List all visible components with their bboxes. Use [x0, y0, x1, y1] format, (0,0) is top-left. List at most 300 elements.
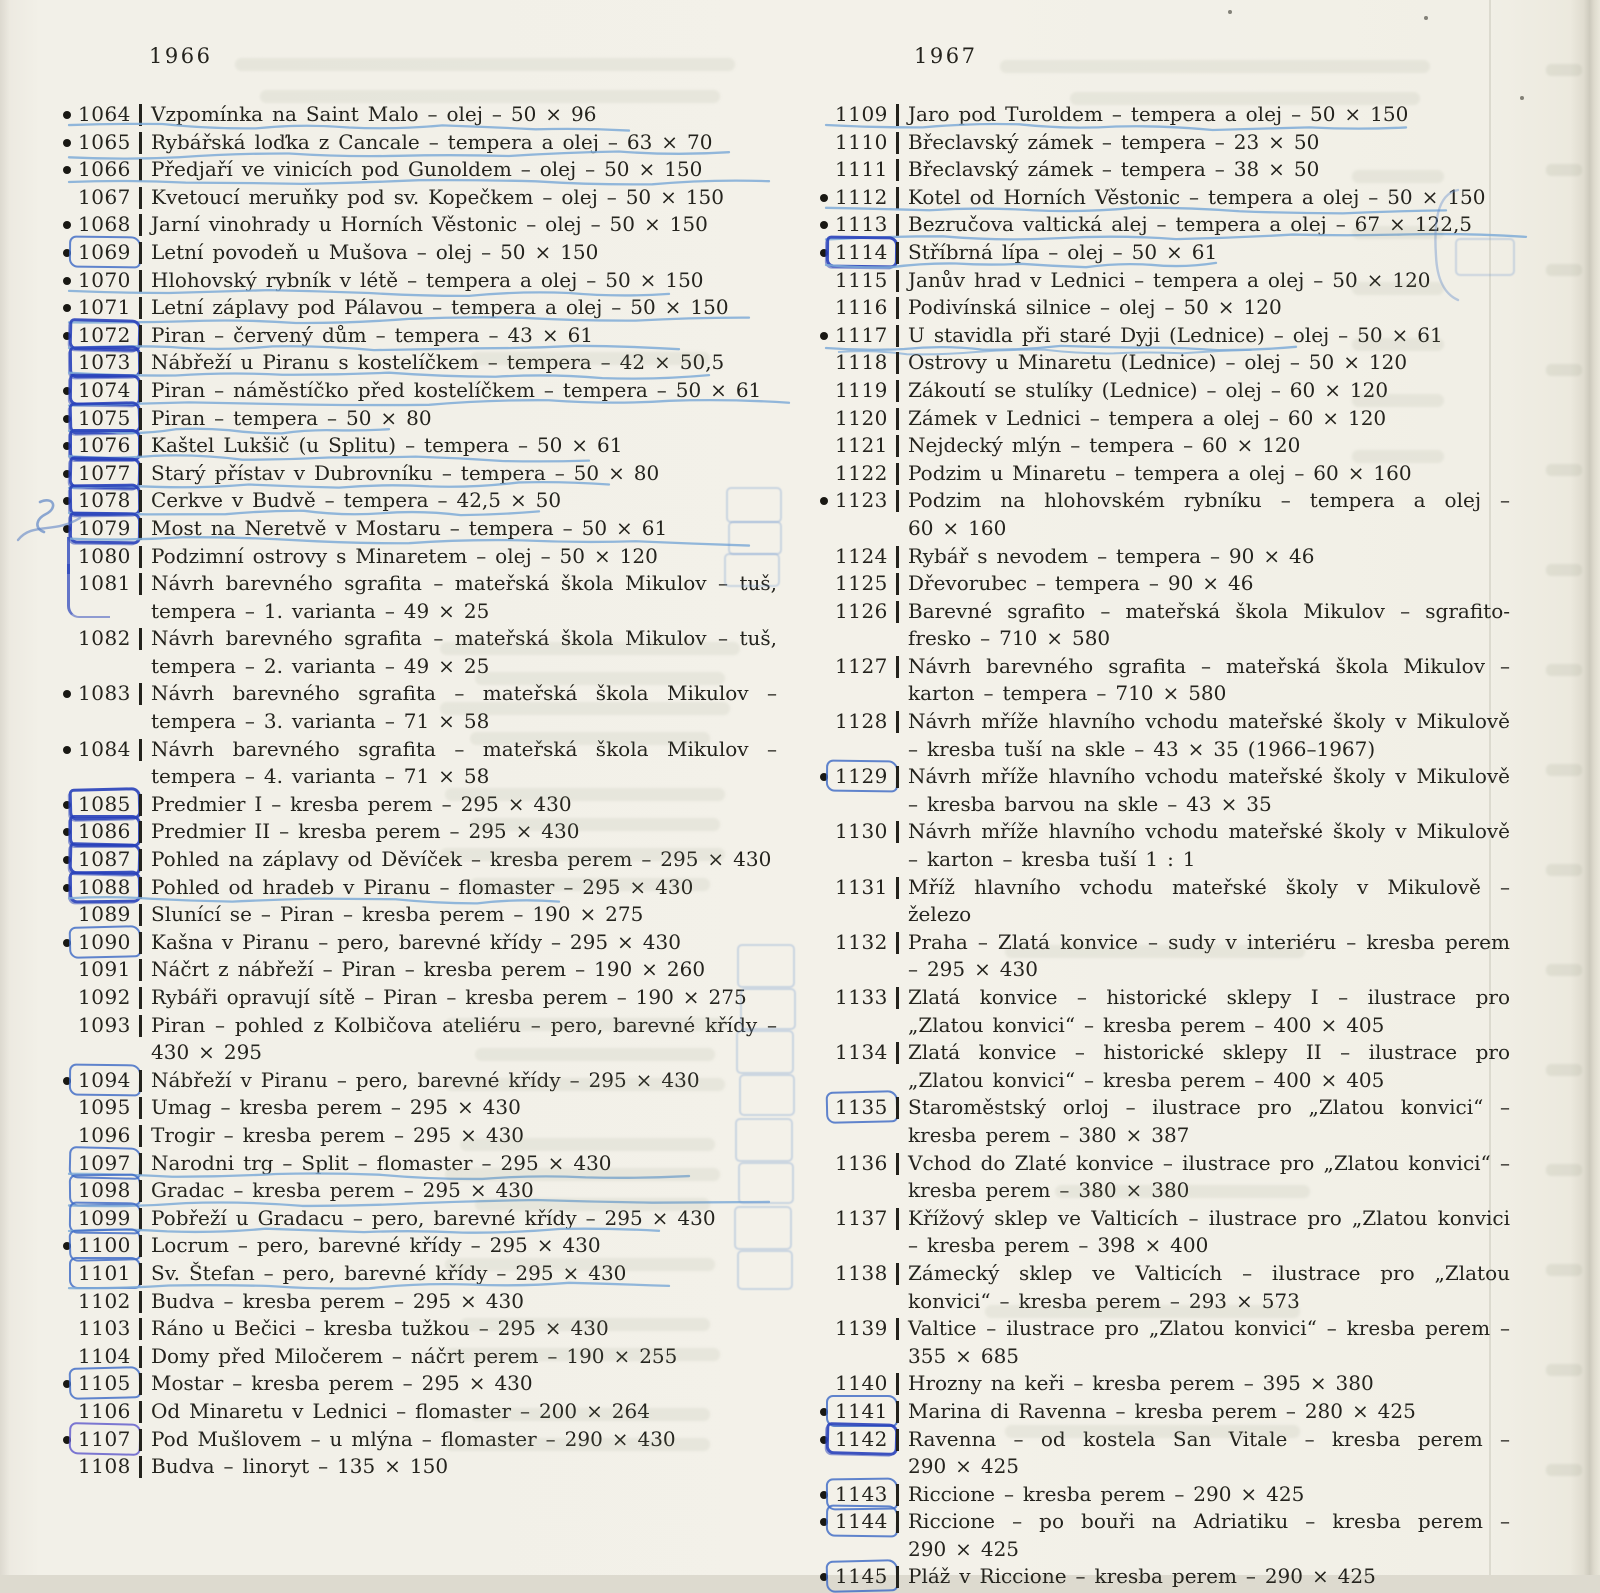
entry-number: 1064: [78, 102, 131, 126]
entry-text: Křížový sklep ve Valticích – ilustrace pro „Zlatou konvici – kresba perem – 398 × 400: [908, 1205, 1510, 1258]
pen-box-annotation: [826, 236, 898, 268]
entry-number: 1073: [78, 349, 135, 377]
entry-number: 1110: [835, 129, 888, 154]
entry-text: Kaštel Lukšič (u Splitu) – tempera – 50 × 61: [151, 433, 623, 458]
bleed-through-ghost: [470, 1408, 710, 1421]
entry-text: Mříž hlavního vchodu mateřské školy v Mikulově – železo: [908, 874, 1510, 927]
scan-speck: [1228, 10, 1232, 14]
entry-number: 1065: [78, 129, 131, 154]
entry-number: 1134: [835, 1040, 888, 1065]
pen-box-annotation: [826, 1091, 899, 1124]
year-header-right: 1967: [914, 44, 978, 68]
entry-text: Podzimní ostrovy s Minaretem – olej – 50 × 120: [151, 543, 658, 568]
entry-number: 1096: [78, 1122, 131, 1147]
bleed-through-ghost-box: [728, 521, 782, 555]
entry-number: 1087: [78, 846, 135, 874]
bleed-through-ghost: [470, 352, 710, 365]
entry-number: 1080: [78, 543, 135, 571]
year-header-left: 1966: [149, 44, 213, 68]
catalog-entry: [820, 405, 1510, 433]
entry-text: Kotel od Horních Věstonic – tempera a olej – 50 × 150: [908, 184, 1486, 209]
entry-number: 1129: [835, 763, 892, 791]
catalog-entry: [820, 349, 1510, 377]
bleed-through-ghost-box: [740, 988, 796, 1030]
entry-number: 1141: [835, 1398, 892, 1426]
entry-number: 1070: [78, 267, 131, 292]
pen-box-annotation: [69, 318, 142, 351]
bleed-through-ghost: [235, 58, 735, 71]
pen-box-annotation: [69, 1422, 142, 1455]
bleed-through-ghost: [1546, 764, 1582, 776]
entry-number: 1121: [835, 433, 888, 458]
entry-number: 1100: [78, 1232, 135, 1260]
page-crease: [1570, 0, 1600, 1575]
bleed-through-ghost: [1352, 226, 1444, 239]
bleed-through-ghost: [985, 1305, 1300, 1318]
catalog-entry: [63, 1232, 777, 1260]
catalog-entry: [63, 156, 777, 184]
bleed-through-ghost: [1352, 170, 1444, 183]
entry-number: 1125: [835, 571, 888, 596]
entry-text: Pohled na záplavy od Děvíček – kresba perem – 295 × 430: [151, 847, 772, 872]
catalog-entry: [63, 184, 777, 212]
entry-text: Pod Mušlovem – u mlýna – flomaster – 290 × 430: [151, 1426, 676, 1451]
catalog-entry: [63, 515, 777, 543]
bleed-through-ghost: [1546, 964, 1582, 976]
entry-text: Podzim u Minaretu – tempera a olej – 60 × 160: [908, 460, 1412, 485]
entry-text: Rybář s nevodem – tempera – 90 × 46: [908, 543, 1315, 568]
bleed-through-ghost-box: [737, 1250, 793, 1290]
entry-text: Ravenna – od kostela San Vitale – kresba perem – 290 × 425: [908, 1426, 1510, 1479]
entry-text: Piran – pohled z Kolbičova ateliéru – pero, barevné křídy – 430 × 295: [151, 1012, 777, 1065]
entry-text: Jaro pod Turoldem – tempera a olej – 50 × 150: [908, 102, 1409, 126]
entry-text: Kašna v Piranu – pero, barevné křídy – 295 × 430: [151, 929, 681, 954]
catalog-entry: [820, 818, 1510, 873]
pen-box-annotation: [69, 1366, 142, 1399]
catalog-entry: [820, 1481, 1510, 1509]
entry-number: 1099: [78, 1205, 135, 1233]
entry-text: Nábřeží u Piranu s kostelíčkem – tempera – 42 × 50,5: [151, 350, 725, 375]
pen-box-annotation: [826, 1477, 898, 1509]
entry-text: Nejdecký mlýn – tempera – 60 × 120: [908, 433, 1301, 458]
bleed-through-ghost: [1005, 945, 1305, 958]
catalog-entry: [63, 377, 777, 405]
bleed-through-ghost: [1546, 1064, 1582, 1076]
catalog-entry: [63, 901, 777, 929]
pen-box-annotation: [69, 925, 142, 958]
bleed-through-ghost: [470, 818, 720, 831]
pen-box-annotation: [69, 429, 141, 461]
bleed-through-ghost: [460, 1318, 710, 1331]
entry-number: 1082: [78, 626, 131, 651]
catalog-column-1967: [820, 101, 1510, 1591]
pen-box-annotation: [69, 346, 141, 378]
entry-text: Staroměstský orloj – ilustrace pro „Zlatou konvici“ – kresba perem – 380 × 387: [908, 1095, 1510, 1147]
catalog-entry: [820, 460, 1510, 488]
bleed-through-ghost: [1546, 564, 1582, 576]
entry-text: Návrh barevného sgrafita – mateřská škola Mikulov – tempera – 3. varianta – 71 × 58: [151, 681, 777, 734]
bleed-through-ghost: [1546, 264, 1582, 276]
entry-text: Mostar – kresba perem – 295 × 430: [151, 1371, 533, 1396]
bleed-through-ghost: [1546, 1364, 1582, 1376]
entry-text: Praha – Zlatá konvice – sudy v interiéru – kresba perem – 295 × 430: [908, 929, 1510, 982]
pen-box-annotation: [69, 236, 141, 268]
catalog-entry: [820, 1315, 1510, 1370]
entry-text: Locrum – pero, barevné křídy – 295 × 430: [151, 1233, 601, 1258]
entry-text: Hlohovský rybník v létě – tempera a olej – 50 × 150: [151, 267, 704, 292]
catalog-entry: [63, 956, 777, 984]
bleed-through-ghost: [440, 642, 740, 655]
entry-text: Návrh mříže hlavního vchodu mateřské školy v Mikulově – karton – kresba tuší 1 : 1: [908, 819, 1510, 872]
entry-number: 1113: [835, 212, 888, 237]
entry-number: 1123: [835, 488, 888, 513]
bleed-through-ghost: [260, 90, 720, 103]
entry-text: Pobřeží u Gradacu – pero, barevné křídy – 295 × 430: [151, 1205, 716, 1230]
catalog-entry: [63, 267, 777, 295]
bleed-through-ghost: [440, 848, 725, 861]
entry-number: 1122: [835, 460, 888, 485]
entry-text: Janův hrad v Lednici – tempera a olej – 50 × 120: [908, 267, 1431, 292]
bleed-through-ghost: [475, 672, 725, 685]
catalog-entry: [820, 984, 1510, 1039]
entry-number: 1067: [78, 184, 131, 209]
bleed-through-ghost: [445, 1078, 725, 1091]
catalog-entry: [820, 1563, 1510, 1591]
entry-number: 1086: [78, 818, 135, 846]
pen-box-annotation: [826, 760, 898, 792]
entry-text: Starý přístav v Dubrovníku – tempera – 50 × 80: [151, 460, 660, 485]
catalog-entry: [820, 708, 1510, 763]
entry-text: Břeclavský zámek – tempera – 38 × 50: [908, 157, 1320, 182]
catalog-entry: [820, 653, 1510, 708]
entry-text: Hrozny na keři – kresba perem – 395 × 380: [908, 1371, 1374, 1396]
entry-number: 1103: [78, 1316, 131, 1341]
catalog-entry: [63, 460, 777, 488]
bleed-through-ghost: [470, 878, 710, 891]
catalog-entry: [820, 294, 1510, 322]
entry-number: 1093: [78, 1012, 131, 1037]
entry-number: 1127: [835, 653, 888, 678]
entry-text: Zákoutí se stulíky (Lednice) – olej – 60 × 120: [908, 377, 1389, 402]
catalog-entry: [820, 598, 1510, 653]
catalog-entry: [63, 432, 777, 460]
entry-number: 1081: [78, 570, 135, 598]
pen-box-annotation: [69, 511, 141, 543]
pen-box-annotation: [69, 484, 141, 516]
bleed-through-ghost: [1546, 364, 1582, 376]
entry-number: 1136: [835, 1150, 888, 1175]
catalog-entry: [820, 1370, 1510, 1398]
entry-text: Vzpomínka na Saint Malo – olej – 50 × 96: [151, 102, 597, 126]
entry-number: 1108: [78, 1454, 131, 1479]
entry-number: 1069: [78, 239, 135, 267]
entry-text: Návrh barevného sgrafita – mateřská škola Mikulov – tempera – 4. varianta – 71 × 58: [151, 736, 777, 789]
entry-text: Břeclavský zámek – tempera – 23 × 50: [908, 129, 1320, 154]
catalog-entry: [63, 570, 777, 625]
entry-text: Zámecký sklep ve Valticích – ilustrace pro „Zlatou konvici“ – kresba perem – 293 × 573: [908, 1260, 1510, 1313]
entry-number: 1133: [835, 985, 888, 1009]
bleed-through-ghost: [1352, 394, 1444, 407]
entry-number: 1088: [78, 874, 135, 902]
bleed-through-ghost-box: [734, 1206, 792, 1250]
entry-number: 1075: [78, 405, 135, 433]
entry-text: Gradac – kresba perem – 295 × 430: [151, 1178, 534, 1203]
entry-text: Ostrovy u Minaretu (Lednice) – olej – 50 × 120: [908, 350, 1408, 375]
entry-number: 1071: [78, 295, 131, 320]
bleed-through-ghost: [445, 1018, 725, 1031]
catalog-entry: [63, 239, 777, 267]
catalog-entry: [820, 1094, 1510, 1149]
scan-left-edge: [0, 0, 10, 1575]
catalog-entry: [820, 1205, 1510, 1260]
entry-number: 1139: [835, 1316, 888, 1341]
catalog-entry: [63, 543, 777, 571]
entry-number: 1109: [835, 102, 888, 126]
entry-number: 1107: [78, 1426, 135, 1454]
entry-number: 1137: [835, 1205, 888, 1230]
pen-box-annotation: [69, 1257, 141, 1289]
bleed-through-ghost: [1546, 64, 1582, 76]
entry-number: 1143: [835, 1481, 892, 1509]
entry-text: Zámek v Lednici – tempera a olej – 60 × 120: [908, 405, 1387, 430]
entry-number: 1074: [78, 377, 135, 405]
entry-text: Sv. Štefan – pero, barevné křídy – 295 × 430: [151, 1260, 627, 1285]
entry-text: Předjaří ve vinicích pod Gunoldem – olej – 50 × 150: [151, 157, 703, 182]
entry-number: 1111: [835, 157, 888, 182]
entry-number: 1089: [78, 902, 131, 927]
entry-text: Most na Neretvě v Mostaru – tempera – 50 × 61: [151, 515, 668, 540]
bleed-through-ghost-box: [726, 487, 782, 523]
entry-text: Valtice – ilustrace pro „Zlatou konvici“ – kresba perem – 355 × 685: [908, 1316, 1510, 1368]
pen-box-annotation: [826, 1422, 899, 1455]
entry-text: Letní povodeň u Mušova – olej – 50 × 150: [151, 239, 599, 264]
catalog-entry: [63, 1288, 777, 1316]
bleed-through-ghost: [1546, 1464, 1582, 1476]
entry-number: 1112: [835, 184, 888, 209]
bleed-through-ghost: [445, 788, 725, 801]
pen-box-annotation: [69, 1228, 142, 1261]
pen-box-annotation: [69, 373, 141, 405]
entry-number: 1068: [78, 212, 131, 237]
catalog-entry: [63, 929, 777, 957]
entry-number: 1078: [78, 487, 135, 515]
catalog-entry: [820, 239, 1510, 267]
entry-number: 1120: [835, 405, 888, 430]
entry-number: 1101: [78, 1260, 135, 1288]
entry-number: 1105: [78, 1370, 135, 1398]
bleed-through-ghost-box: [737, 944, 795, 988]
entry-number: 1076: [78, 432, 135, 460]
catalog-entry: [820, 1508, 1510, 1563]
entry-text: Budva – linoryt – 135 × 150: [151, 1454, 449, 1479]
entry-text: Piran – náměstíčko před kostelíčkem – tempera – 50 × 61: [151, 377, 762, 402]
catalog-entry: [63, 322, 777, 350]
entry-text: Piran – tempera – 50 × 80: [151, 405, 432, 430]
entry-number: 1145: [835, 1563, 892, 1591]
bleed-through-ghost-box: [1455, 238, 1515, 276]
entry-number: 1119: [835, 377, 888, 402]
pen-box-annotation: [826, 1560, 899, 1593]
bleed-through-ghost: [1546, 864, 1582, 876]
bleed-through-ghost: [1546, 164, 1582, 176]
bleed-through-ghost-box: [735, 1118, 793, 1162]
bleed-through-ghost: [1546, 1164, 1582, 1176]
entry-number: 1104: [78, 1343, 131, 1368]
pen-box-annotation: [69, 1146, 142, 1179]
bleed-through-ghost: [1352, 450, 1444, 463]
catalog-entry: [820, 543, 1510, 571]
bleed-through-ghost: [1546, 664, 1582, 676]
catalog-entry: [820, 570, 1510, 598]
entry-number: 1135: [835, 1094, 892, 1122]
entry-text: U stavidla při staré Dyji (Lednice) – olej – 50 × 61: [908, 322, 1443, 347]
entry-number: 1117: [835, 322, 888, 347]
entry-number: 1090: [78, 929, 135, 957]
entry-text: Návrh barevného sgrafita – mateřská škola Mikulov – tuš, tempera – 1. varianta – 49 × 25: [151, 571, 777, 623]
catalog-entry: [820, 101, 1510, 129]
entry-text: Predmier I – kresba perem – 295 × 430: [151, 791, 572, 816]
entry-number: 1079: [78, 515, 135, 543]
pen-box-annotation: [69, 1174, 141, 1206]
entry-number: 1092: [78, 985, 131, 1009]
entry-text: Budva – kresba perem – 295 × 430: [151, 1288, 524, 1313]
catalog-entry: [820, 487, 1510, 542]
pen-box-annotation: [69, 1201, 141, 1233]
entry-text: Pláž v Riccione – kresba perem – 290 × 425: [908, 1564, 1376, 1589]
catalog-entry: [63, 101, 777, 129]
bleed-through-ghost: [470, 732, 710, 745]
entry-number: 1118: [835, 350, 888, 375]
entry-text: Marina di Ravenna – kresba perem – 280 × 425: [908, 1398, 1416, 1423]
bleed-through-ghost: [1070, 92, 1420, 105]
entry-text: Bezručova valtická alej – tempera a olej – 67 × 122,5: [908, 212, 1473, 237]
entry-number: 1106: [78, 1398, 131, 1423]
pen-box-annotation: [67, 564, 110, 618]
entry-text: Trogir – kresba perem – 295 × 430: [151, 1122, 525, 1147]
entry-text: Narodni trg – Split – flomaster – 295 × 430: [151, 1150, 612, 1175]
bleed-through-ghost-box: [736, 1030, 794, 1074]
entry-text: Návrh barevného sgrafita – mateřská škola Mikulov – tuš, tempera – 2. varianta – 49 × 25: [151, 626, 777, 678]
entry-text: Rybářská loďka z Cancale – tempera a olej – 63 × 70: [151, 129, 713, 154]
catalog-entry: [63, 1453, 777, 1481]
entry-text: Jarní vinohrady u Horních Věstonic – olej – 50 × 150: [151, 212, 708, 237]
pen-box-annotation: [826, 1395, 898, 1427]
entry-number: 1085: [78, 791, 135, 819]
entry-text: Náčrt z nábřeží – Piran – kresba perem – 190 × 260: [151, 957, 706, 982]
pen-box-annotation: [69, 456, 142, 489]
entry-number: 1094: [78, 1067, 135, 1095]
entry-text: Umag – kresba perem – 295 × 430: [151, 1095, 521, 1120]
pen-box-annotation: [69, 870, 141, 902]
catalog-entry: [63, 1094, 777, 1122]
entry-text: Rybáři opravují sítě – Piran – kresba perem – 190 × 275: [151, 985, 747, 1009]
bleed-through-ghost: [1000, 60, 1430, 73]
catalog-entry: [820, 1039, 1510, 1094]
pen-box-annotation: [69, 1063, 141, 1095]
catalog-entry: [63, 487, 777, 515]
bleed-through-ghost: [445, 1438, 710, 1451]
entry-number: 1114: [835, 239, 892, 267]
scan-speck: [1424, 16, 1428, 20]
entry-number: 1084: [78, 736, 131, 761]
entry-text: Piran – červený dům – tempera – 43 × 61: [151, 322, 594, 347]
entry-number: 1115: [835, 267, 888, 292]
entry-number: 1130: [835, 819, 888, 844]
entry-number: 1142: [835, 1426, 892, 1454]
bleed-through-ghost-box: [724, 553, 780, 587]
entry-text: Ráno u Bečici – kresba tužkou – 295 × 430: [151, 1316, 609, 1341]
catalog-entry: [820, 1398, 1510, 1426]
entry-number: 1132: [835, 929, 888, 954]
bleed-through-ghost-box: [739, 1074, 795, 1116]
bleed-through-ghost: [445, 1348, 720, 1361]
entry-number: 1116: [835, 295, 888, 320]
pen-box-annotation: [69, 815, 141, 847]
pen-box-annotation: [69, 842, 142, 875]
pen-box-annotation: [69, 787, 142, 820]
catalog-entry: [63, 405, 777, 433]
entry-text: Od Minaretu v Lednici – flomaster – 200 × 264: [151, 1398, 650, 1423]
entry-text: Návrh mříže hlavního vchodu mateřské školy v Mikulově – kresba tuší na skle – 43 × 35 (1966–1967): [908, 709, 1510, 761]
entry-number: 1102: [78, 1288, 131, 1313]
catalog-entry: [63, 129, 777, 157]
catalog-entry: [63, 1370, 777, 1398]
bleed-through-ghost: [1352, 282, 1444, 295]
catalog-entry: [820, 184, 1510, 212]
catalog-entry: [63, 294, 777, 322]
entry-text: Návrh mříže hlavního vchodu mateřské školy v Mikulově – kresba barvou na skle – 43 × 35: [908, 764, 1510, 816]
catalog-entry: [820, 763, 1510, 818]
entry-text: Nábřeží v Piranu – pero, barevné křídy – 295 × 430: [151, 1067, 700, 1092]
entry-text: Letní záplavy pod Pálavou – tempera a olej – 50 × 150: [151, 295, 729, 320]
bleed-through-ghost: [445, 1258, 715, 1271]
catalog-entry: [820, 129, 1510, 157]
entry-number: 1091: [78, 957, 131, 982]
entry-text: Predmier II – kresba perem – 295 × 430: [151, 819, 580, 844]
bleed-through-ghost: [1546, 464, 1582, 476]
entry-text: Zlatá konvice – historické sklepy I – ilustrace pro „Zlatou konvici“ – kresba perem – 400 × 405: [908, 985, 1510, 1037]
pen-box-annotation: [826, 1505, 898, 1537]
entry-text: Barevné sgrafito – mateřská škola Mikulov – sgrafito-fresko – 710 × 580: [908, 598, 1510, 651]
entry-number: 1124: [835, 543, 888, 568]
entry-number: 1144: [835, 1508, 892, 1536]
entry-text: Riccione – po bouři na Adriatiku – kresba perem – 290 × 425: [908, 1509, 1510, 1561]
entry-number: 1066: [78, 157, 131, 182]
entry-number: 1140: [835, 1371, 888, 1396]
bleed-through-ghost: [1546, 1264, 1582, 1276]
entry-text: Kvetoucí meruňky pod sv. Kopečkem – olej – 50 × 150: [151, 184, 725, 209]
pen-box-annotation: [69, 401, 142, 434]
bleed-through-ghost: [440, 702, 730, 715]
entry-text: Pohled od hradeb v Piranu – flomaster – 295 × 430: [151, 874, 694, 899]
pen-box-annotation: [67, 537, 84, 575]
bleed-through-ghost: [1005, 1425, 1300, 1438]
entry-number: 1098: [78, 1177, 135, 1205]
entry-number: 1077: [78, 460, 135, 488]
entry-number: 1095: [78, 1095, 131, 1120]
entry-text: Slunící se – Piran – kresba perem – 190 × 275: [151, 902, 644, 927]
bleed-through-ghost: [445, 1168, 720, 1181]
scan-speck: [1520, 96, 1524, 100]
entry-text: Podivínská silnice – olej – 50 × 120: [908, 295, 1282, 320]
catalog-entry: [63, 211, 777, 239]
entry-text: Domy před Miločerem – náčrt perem – 190 × 255: [151, 1343, 678, 1368]
entry-text: Podzim na hlohovském rybníku – tempera a olej – 60 × 160: [908, 488, 1510, 540]
entry-number: 1072: [78, 322, 135, 350]
entry-number: 1131: [835, 874, 888, 899]
bleed-through-ghost: [460, 1138, 715, 1151]
entry-number: 1138: [835, 1260, 888, 1285]
